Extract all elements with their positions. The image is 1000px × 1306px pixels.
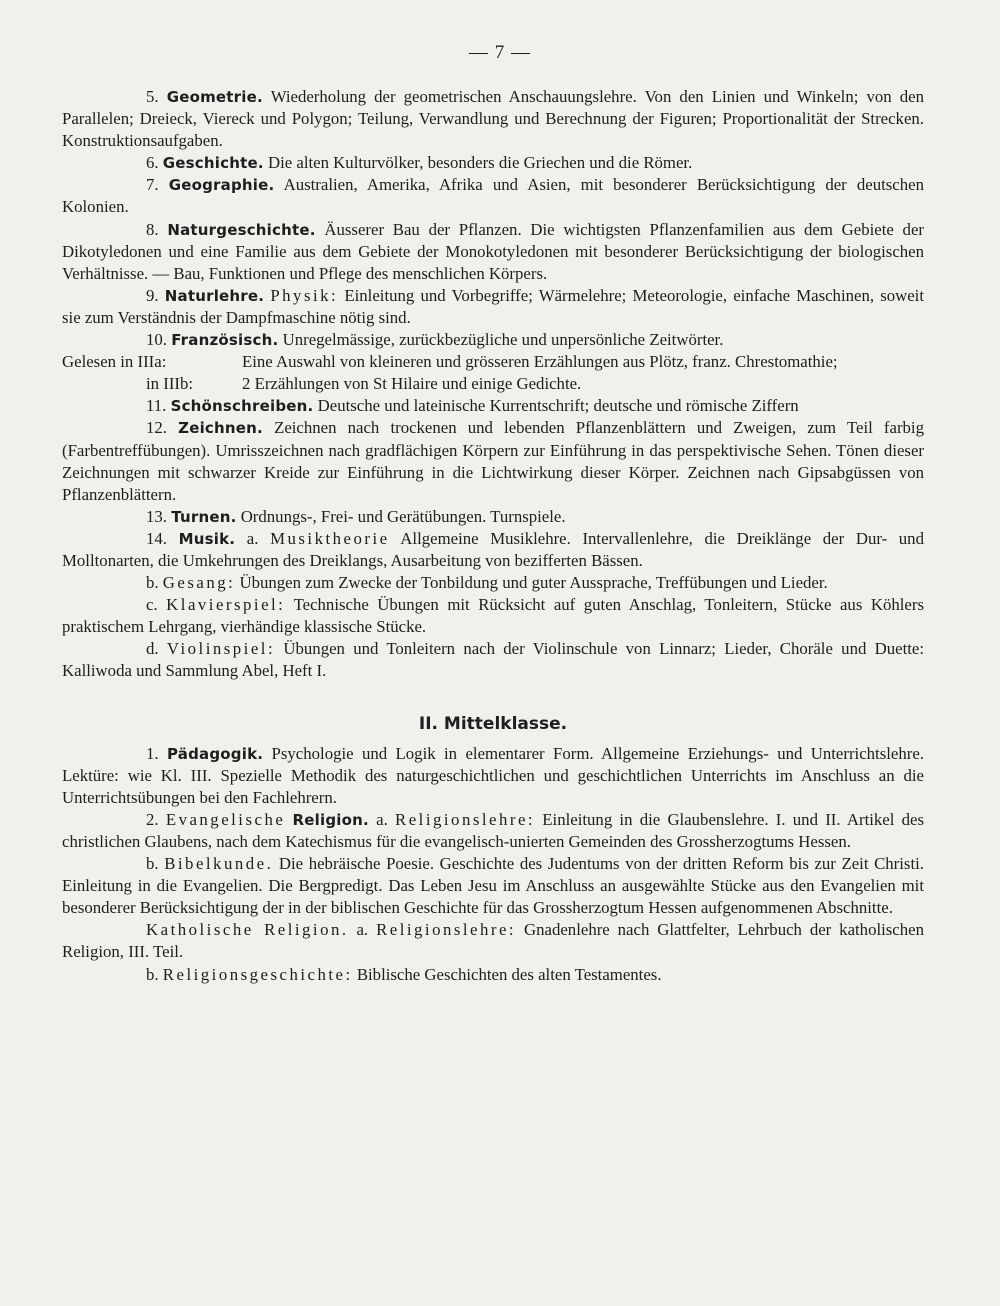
reading-text: 2 Erzählungen von St Hilaire und einige Gedichte. <box>242 374 582 394</box>
paragraph-text: Einleitung in die Glaubenslehre. I. und II. Artikel des christlichen Glaubens, nach dem Katechismus für die evangelisch-unierten Gemeinden des Grossherzogtums Hessen. <box>62 809 924 851</box>
subject-heading: Pädagogik. <box>166 744 264 763</box>
paragraph-text: Allgemeine Musiklehre. Intervallenlehre, die Dreiklänge der Dur- und Molltonarten, die Umkehrungen des Dreiklangs, Ausarbeitung von bezifferten Bässen. <box>62 528 924 570</box>
paragraph-franzoesisch <box>62 329 924 351</box>
paragraph-naturlehre <box>62 285 924 329</box>
item-number: 14. <box>146 528 167 548</box>
spaced-label: Bibelkunde. <box>164 854 274 874</box>
item-number: 6. <box>146 153 159 173</box>
subject-heading: Geschichte. <box>162 154 264 173</box>
item-number: 11. <box>146 396 167 416</box>
subject-heading: Turnen. <box>171 507 237 526</box>
paragraph-naturgeschichte <box>62 219 924 285</box>
subject-heading: Zeichnen. <box>178 419 263 438</box>
paragraph-geographie <box>62 174 924 218</box>
spaced-label: Evangelische <box>165 809 286 829</box>
subject-heading: Schönschreiben. <box>170 397 314 416</box>
paragraph-text: Unregelmässige, zurückbezügliche und unpersönliche Zeitwörter. <box>282 330 724 350</box>
spaced-label: Musiktheorie <box>270 528 390 548</box>
paragraph-text: Übungen und Tonleitern nach der Violinschule von Linnarz; Lieder, Choräle und Duette: Kalliwoda und Sammlung Abel, Heft I. <box>62 639 925 681</box>
paragraph-religion-a <box>62 809 924 853</box>
spaced-label: Religionslehre: <box>376 920 517 940</box>
item-number: 1. <box>146 743 159 763</box>
paragraph-text: Die alten Kulturvölker, besonders die Griechen und die Römer. <box>267 153 693 173</box>
sub-label: b. <box>146 964 159 984</box>
reading-text: Eine Auswahl von kleineren und grösseren Erzählungen aus Plötz, franz. Chrestomathie; <box>242 352 838 372</box>
paragraph-text: Psychologie und Logik in elementarer Form. Allgemeine Erziehungs- und Unterrichtslehre. Lektüre: wie Kl. III. Spezielle Methodik des naturgeschichtlichen und geschichtlichen Unterrichts im Anschluss an die Unterrichtsübungen bei den Fachlehrern. <box>62 743 924 807</box>
paragraph-zeichnen <box>62 417 924 505</box>
section-title: II. Mittelklasse. <box>418 713 568 734</box>
subject-heading: Geometrie. <box>166 88 263 106</box>
sub-label: d. <box>146 639 159 659</box>
item-number: 2. <box>146 809 159 829</box>
paragraph-text: Einleitung und Vorbegriffe; Wärmelehre; Meteorologie, einfache Maschinen, soweit sie zum Verständnis der Dampfmaschine nötig sind. <box>62 285 925 327</box>
sub-label: c. <box>146 595 158 615</box>
page-body <box>62 86 924 986</box>
paragraph-text: Übungen zum Zwecke der Tonbildung und guter Aussprache, Treffübungen und Lieder. <box>239 573 828 593</box>
page-number: — 7 — <box>469 42 531 63</box>
paragraph-turnen <box>62 506 924 528</box>
paragraph-schoenschreiben <box>62 395 924 417</box>
paragraph-text: Zeichnen nach trockenen und lebenden Pflanzenblättern und Zweigen, zum Teil farbig (Farbentreffübungen). Umrisszeichnen nach gradflächigen Körpern zur Einführung in das perspektivische Sehen. Tönen dieser Zeichnungen mit schwarzer Kreide zur Einführung in die Lichtwirkung dieser Körper. Zeichnen nach Gipsabgüssen von Pflanzenblättern. <box>62 418 924 504</box>
subject-heading: Naturlehre. <box>164 286 265 305</box>
paragraph-katholisch-a <box>62 919 924 963</box>
paragraph-text: Gnadenlehre nach Glattfelter, Lehrbuch der katholischen Religion, III. Teil. <box>62 920 924 962</box>
sub-label: b. <box>146 854 159 874</box>
subject-heading: Musik. <box>178 529 236 548</box>
spaced-label: Klavierspiel: <box>166 595 286 615</box>
paragraph-geometrie <box>62 86 924 152</box>
spaced-label: Religionslehre: <box>395 809 536 829</box>
item-number: 10. <box>146 330 167 350</box>
paragraph-text: Biblische Geschichten des alten Testamentes. <box>356 964 662 984</box>
paragraph-musik-a <box>62 528 924 572</box>
item-number: 7. <box>146 175 159 195</box>
paragraph-religion-b <box>62 853 924 919</box>
paragraph-text: Die hebräische Poesie. Geschichte des Judentums von der dritten Reform bis zur Zeit Christi. Einleitung in die Evangelien. Die Bergpredigt. Das Leben Jesu im Anschluss an ausgewählte Stücke aus den Evangelien mit besonderer Berücksichtigung der in der biblischen Geschichte für das Grossherzogtum Hessen aufgenommenen Abschnitte. <box>62 854 924 918</box>
paragraph-geschichte <box>62 152 924 174</box>
item-number: 12. <box>146 418 167 438</box>
reading-label: Gelesen in IIIa: <box>62 352 167 372</box>
paragraph-text: Äusserer Bau der Pflanzen. Die wichtigsten Pflanzenfamilien aus dem Gebiete der Dikotyledonen und eine Familie aus dem Gebiete der Monokotyledonen mit besonderer Berücksichtigung der biologischen Verhältnisse. — Bau, Funktionen und Pflege des menschlichen Körpers. <box>62 219 924 283</box>
paragraph-text: Wiederholung der geometrischen Anschauungslehre. Von den Linien und Winkeln; von den Parallelen; Dreieck, Viereck und Polygon; Teilung, Verwandlung und Berechnung der Figuren; Proportionalität der Strecken. Konstruktionsaufgaben. <box>62 87 924 151</box>
subject-heading: Geographie. <box>168 176 275 195</box>
subject-heading: Naturgeschichte. <box>167 220 316 239</box>
reading-list <box>62 351 924 395</box>
item-number: 13. <box>146 506 167 526</box>
sub-label: b. <box>146 573 159 593</box>
sub-label: a. <box>376 809 388 829</box>
paragraph-text: Technische Übungen mit Rücksicht auf guten Anschlag, Tonleitern, Stücke aus Köhlers praktischem Lehrgang, vierhändige klassische Stücke. <box>62 595 924 637</box>
reading-label: in IIIb: <box>146 374 194 394</box>
sub-label: a. <box>246 528 259 548</box>
paragraph-text: Ordnungs-, Frei- und Gerätübungen. Turnspiele. <box>240 506 566 526</box>
paragraph-paedagogik <box>62 743 924 809</box>
spaced-label: Religionsgeschichte: <box>162 964 353 984</box>
subject-heading: Religion. <box>292 810 369 829</box>
paragraph-musik-b <box>62 572 924 594</box>
paragraph-musik-c <box>62 594 924 638</box>
spaced-label: Katholische Religion. <box>146 920 349 940</box>
sub-label: a. <box>356 920 369 940</box>
item-number: 9. <box>146 285 159 305</box>
subject-heading: Französisch. <box>171 331 279 350</box>
paragraph-katholisch-b <box>62 964 924 986</box>
paragraph-text: Australien, Amerika, Afrika und Asien, mit besonderer Berücksichtigung der deutschen Kolonien. <box>62 175 924 217</box>
paragraph-text: Deutsche und lateinische Kurrentschrift; deutsche und römische Ziffern <box>317 396 799 416</box>
item-number: 5. <box>146 87 159 106</box>
spaced-label: Gesang: <box>162 573 236 593</box>
paragraph-musik-d <box>62 638 924 682</box>
item-number: 8. <box>146 219 159 239</box>
spaced-label: Physik: <box>270 285 339 305</box>
spaced-label: Violinspiel: <box>166 639 276 659</box>
